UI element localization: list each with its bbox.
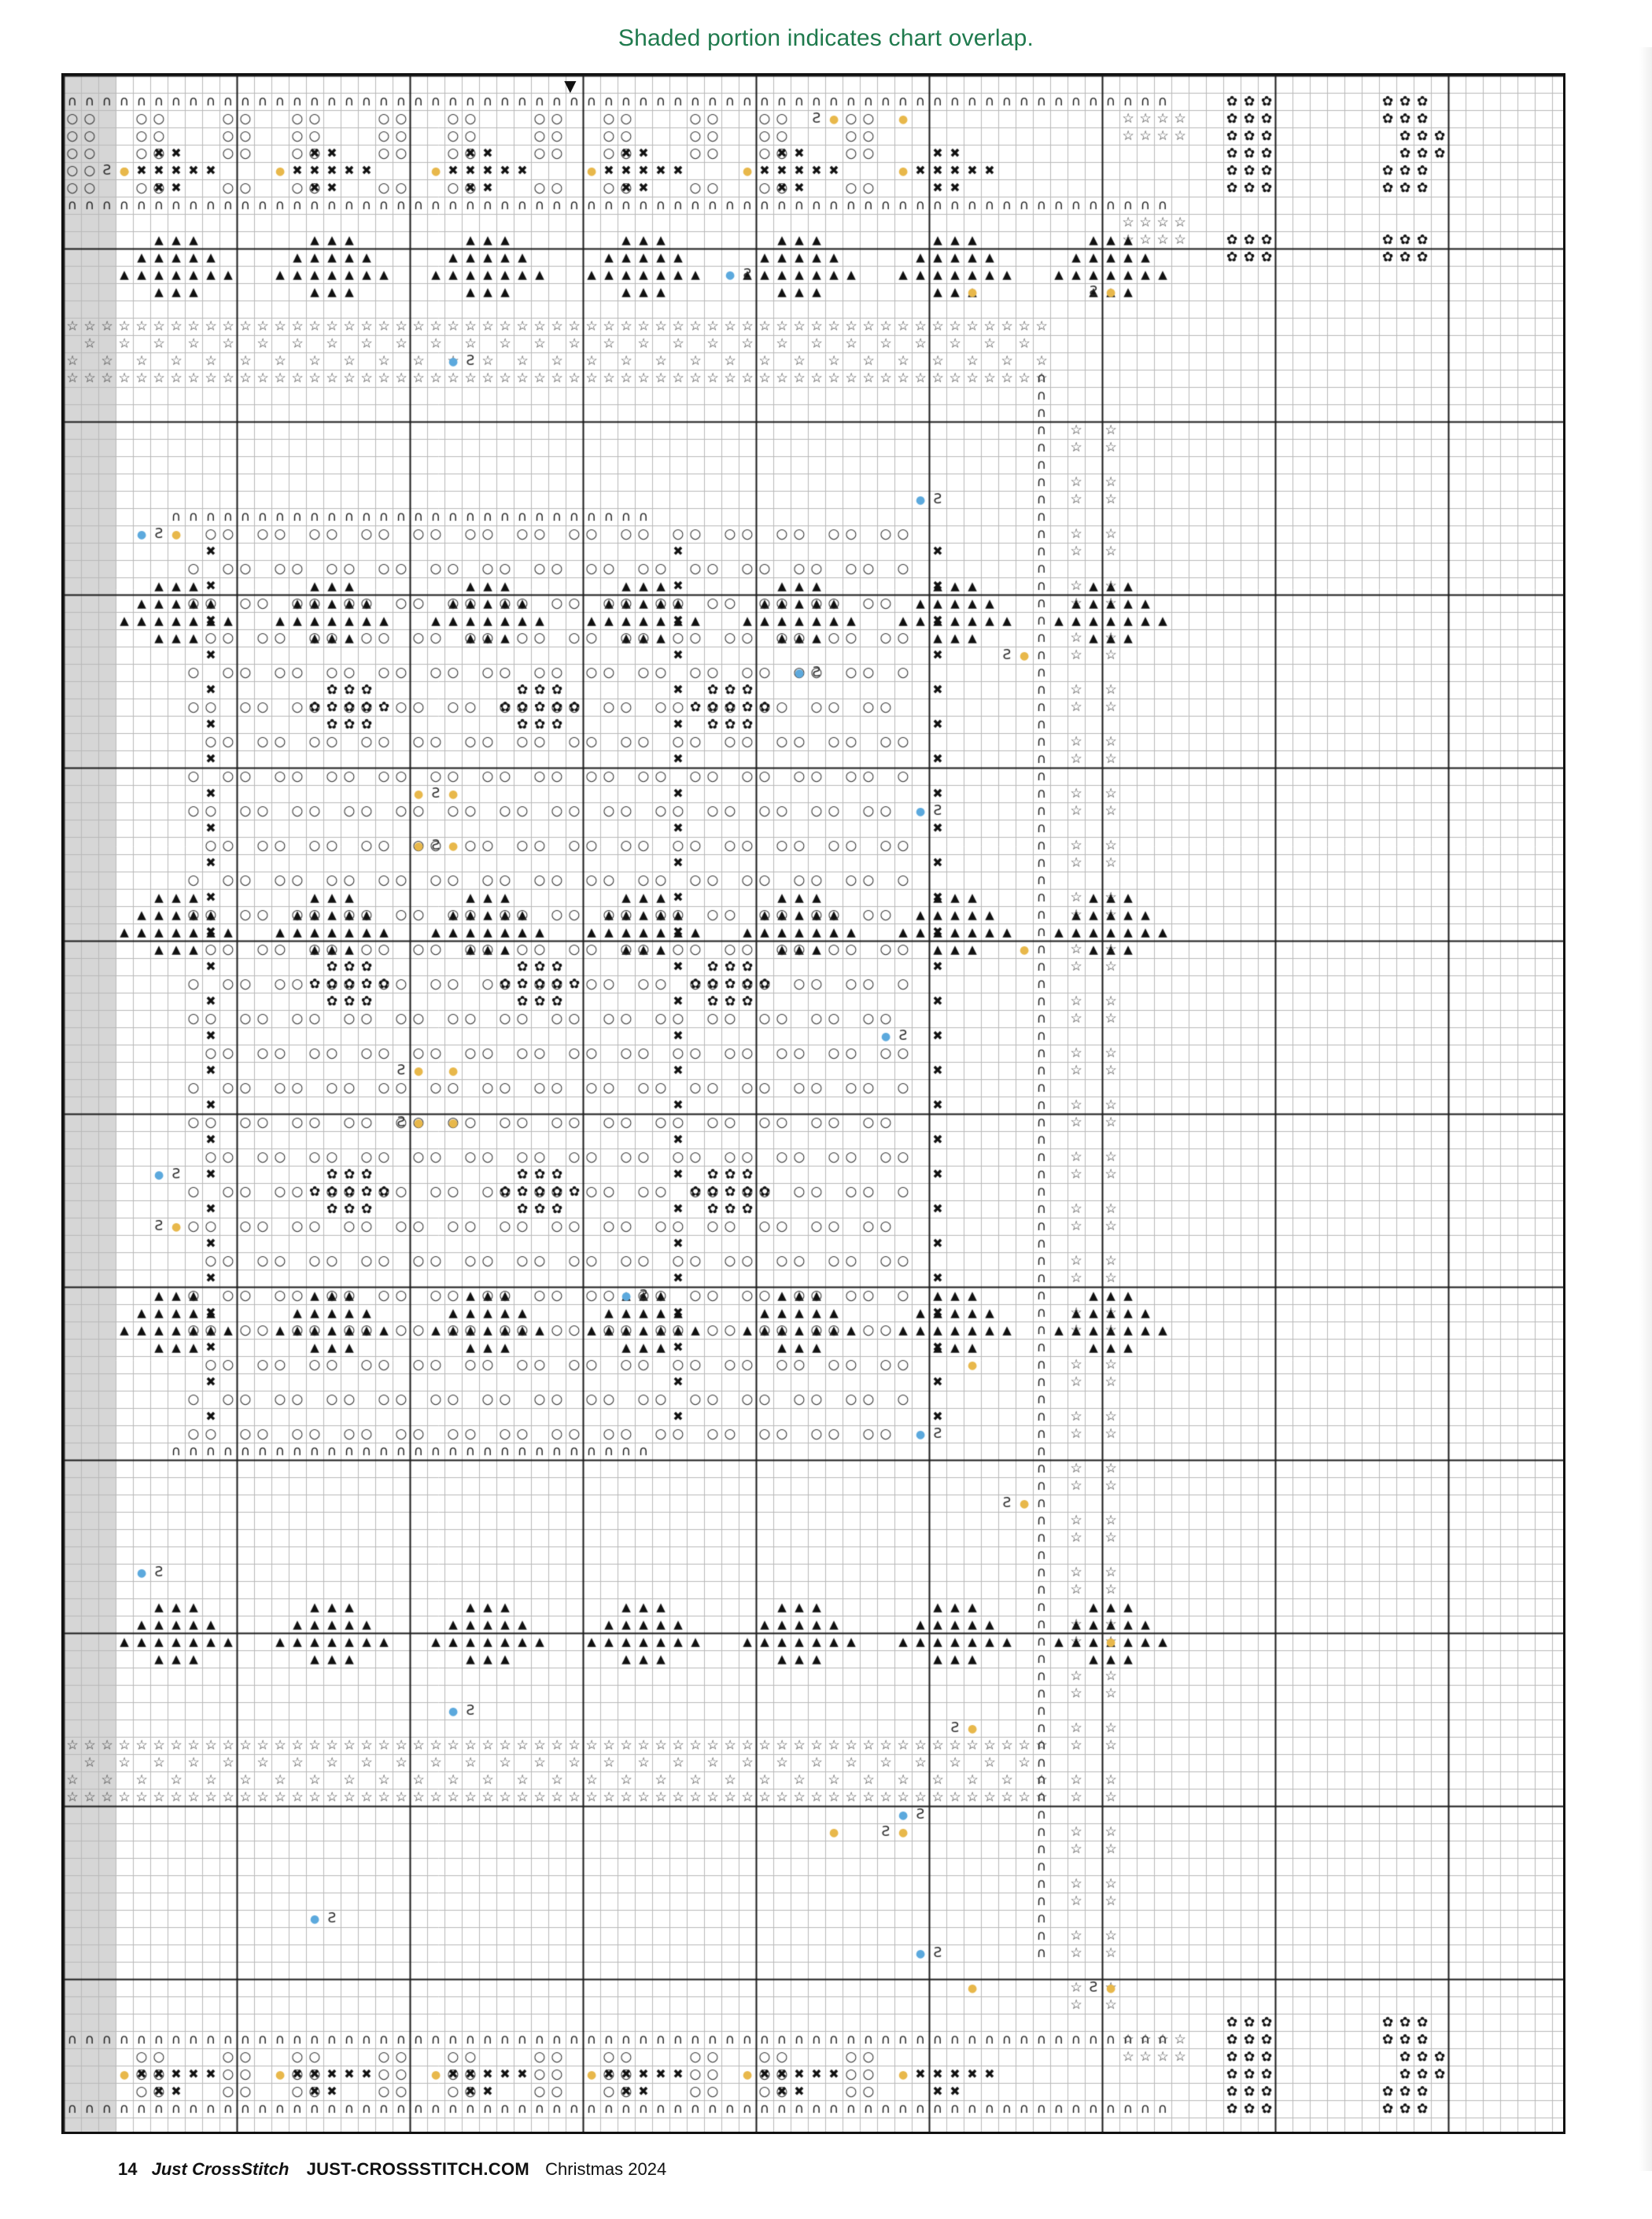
chart-grid-canvas — [64, 76, 1563, 2132]
chart-grid-wrapper — [64, 76, 1563, 2132]
footer-magazine-name: Just CrossStitch — [151, 2159, 289, 2179]
footer-page-number: 14 — [118, 2159, 138, 2179]
page-edge-shadow — [1639, 47, 1652, 2171]
cross-stitch-chart — [61, 73, 1565, 2134]
footer-issue: Christmas 2024 — [545, 2159, 667, 2179]
footer-website: JUST-CROSSSTITCH.COM — [306, 2159, 530, 2179]
page-footer — [118, 2159, 666, 2180]
chart-overlap-caption: Shaded portion indicates chart overlap. — [618, 25, 1034, 51]
